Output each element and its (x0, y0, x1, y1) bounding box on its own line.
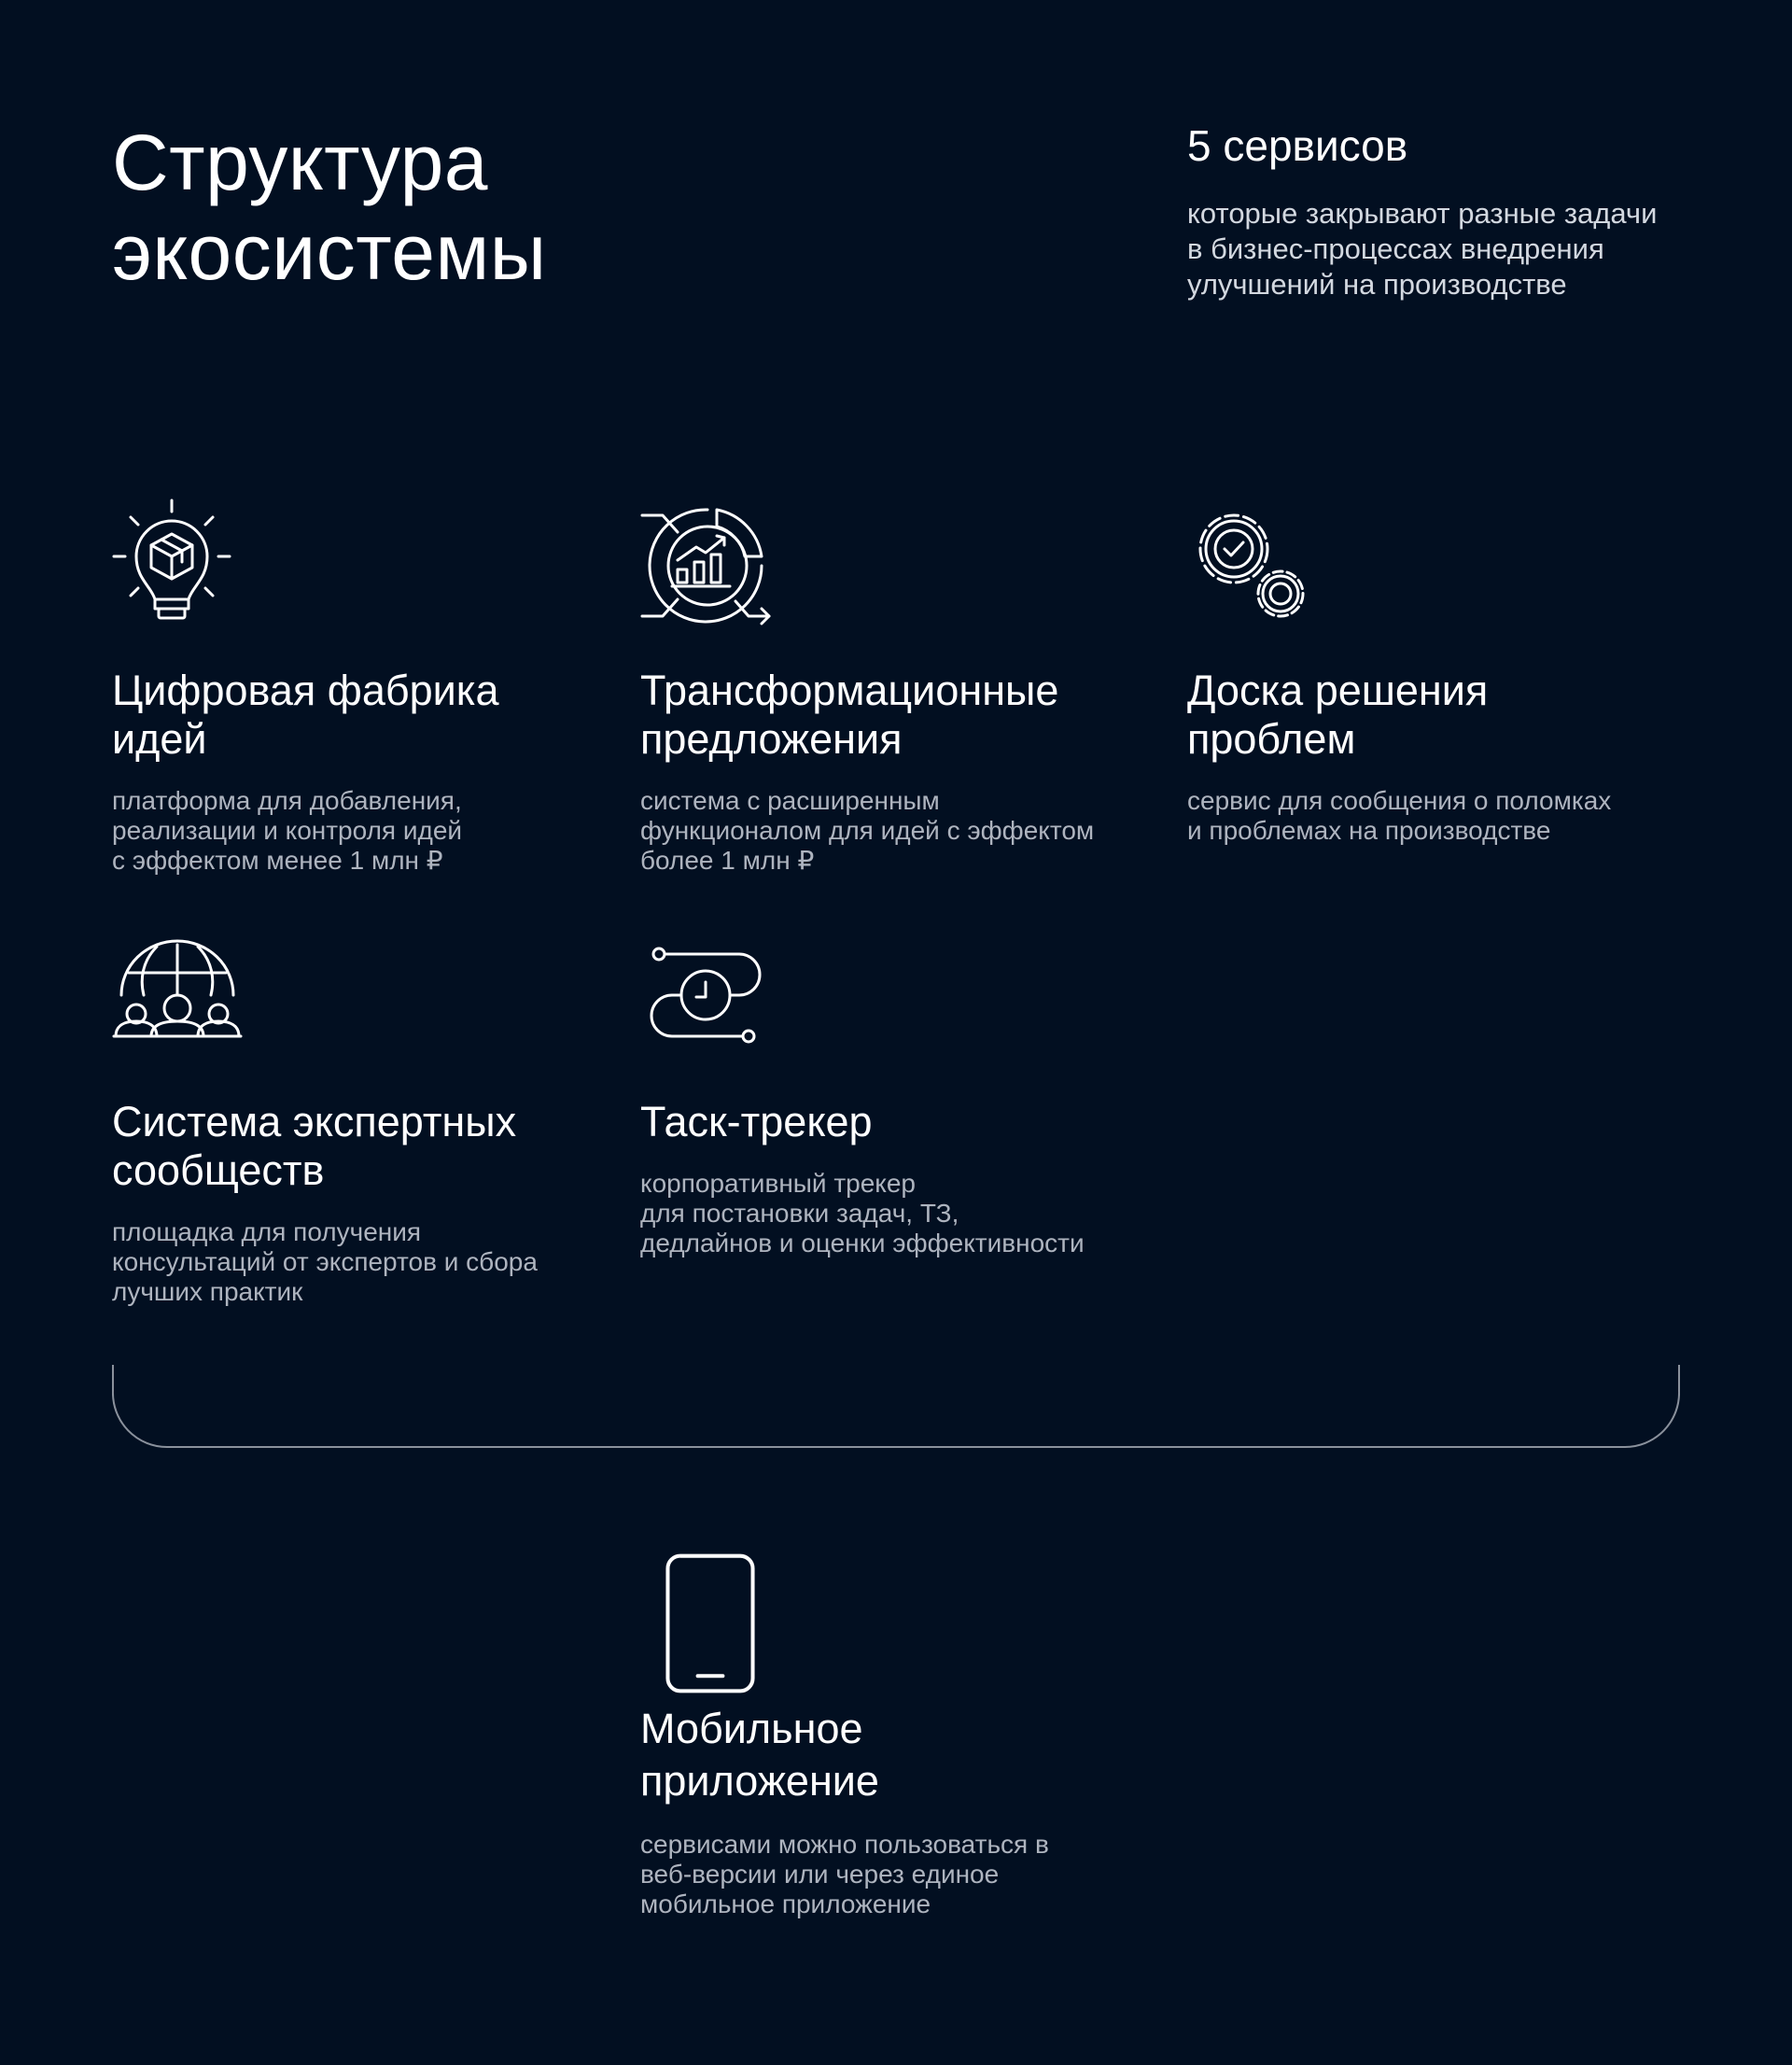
clock-path-icon (650, 945, 790, 1085)
service-description: площадка для получения консультаций от экспертов и сбора лучших практик (112, 1217, 538, 1306)
globe-people-icon (112, 945, 252, 1085)
service-description: платформа для добавления, реализации и контроля идей с эффектом менее 1 млн ₽ (112, 786, 463, 875)
page-title: Структура экосистемы (112, 119, 547, 296)
mobile-app-title: Мобильное приложение (640, 1705, 879, 1805)
services-count-heading: 5 сервисов (1187, 121, 1408, 170)
lightbulb-cube-icon (110, 497, 250, 637)
service-description: система с расширенным функционалом для идей с эффектом более 1 млн ₽ (640, 786, 1095, 875)
service-title: Цифровая фабрика идей (112, 667, 499, 763)
gears-check-icon (1187, 502, 1327, 642)
service-title: Таск-трекер (640, 1098, 873, 1145)
services-summary-text: которые закрывают разные задачи в бизнес-процессах внедрения улучшений на производстве (1187, 197, 1658, 301)
mobile-app-description: сервисами можно пользоваться в веб-версии или через единое мобильное приложение (640, 1830, 1049, 1918)
service-description: корпоративный трекер для постановки задач, ТЗ, дедлайнов и оценки эффективности (640, 1169, 1085, 1257)
services-group-bracket (112, 1365, 1680, 1449)
smartphone-icon (640, 1553, 707, 1658)
service-title: Система экспертных сообществ (112, 1098, 517, 1194)
service-title: Трансформационные предложения (640, 667, 1059, 763)
service-description: сервис для сообщения о поломках и проблемах на производстве (1187, 786, 1612, 845)
transformation-chart-icon (640, 504, 780, 644)
service-title: Доска решения проблем (1187, 667, 1489, 763)
